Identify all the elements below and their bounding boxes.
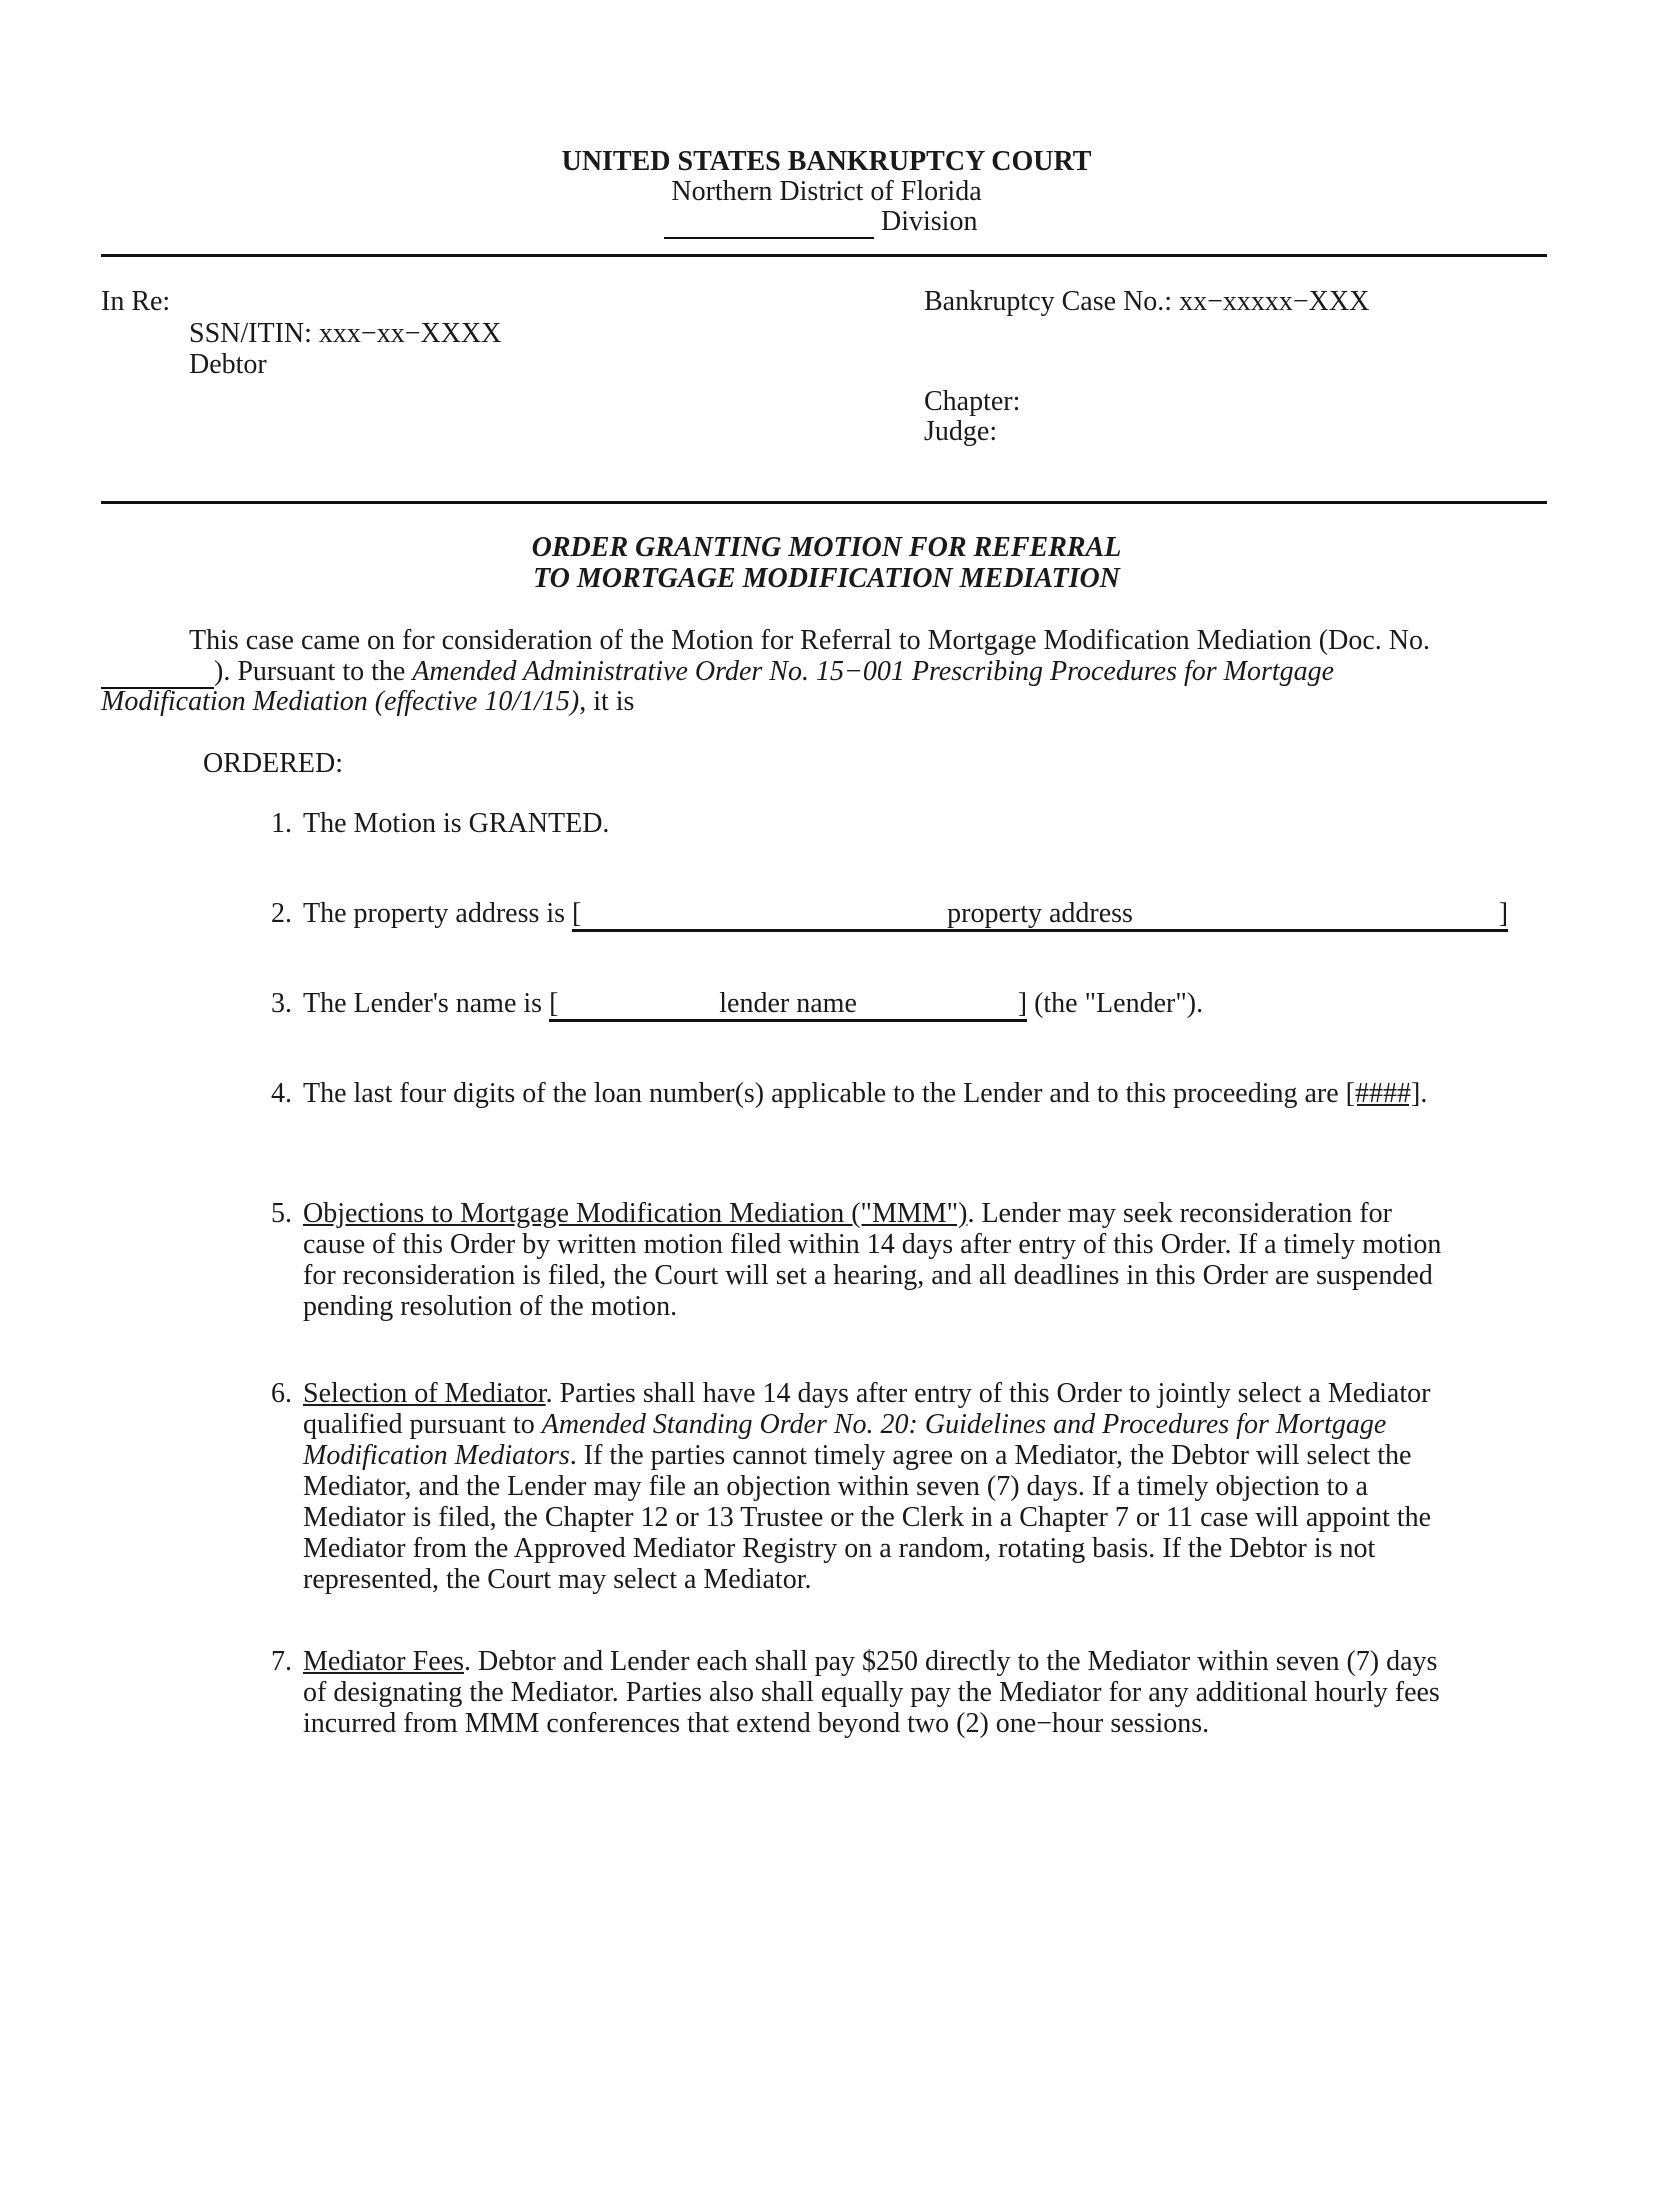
intro-line1: This case came on for consideration of the Motion for Referral to Mortgage Modification Mediation (Doc. No. [189, 625, 1430, 656]
division-line [664, 206, 977, 239]
item-6-heading: Selection of Mediator [303, 1378, 546, 1409]
in-re-label: In Re: [101, 286, 171, 317]
order-item-1: 1. The Motion is GRANTED. [271, 808, 610, 839]
caption-rule [101, 501, 1547, 504]
header-rule [101, 254, 1547, 257]
court-name: UNITED STATES BANKRUPTCY COURT [561, 146, 1092, 177]
division-blank [664, 206, 874, 239]
order-title-line2: TO MORTGAGE MODIFICATION MEDIATION [533, 563, 1120, 594]
district-name: Northern District of Florida [671, 176, 982, 207]
judge-label: Judge: [924, 416, 998, 447]
intro-line3: Modification Mediation (effective 10/1/15), it is [101, 686, 635, 717]
doc-no-blank [101, 656, 214, 689]
order-title-line1: ORDER GRANTING MOTION FOR REFERRAL [531, 532, 1122, 563]
intro-line2: ). Pursuant to the Amended Administrative Order No. 15−001 Prescribing Procedures for Mortgage [101, 656, 1334, 689]
lender-name-field: [ lender name ] [549, 988, 1027, 1022]
case-number: Bankruptcy Case No.: xx−xxxxx−XXX [924, 286, 1370, 317]
order-item-3: 3. The Lender's name is [ lender name ] (the "Lender"). [271, 988, 1561, 1022]
loan-digits-field: [####] [1345, 1078, 1421, 1109]
order-item-5: 5. Objections to Mortgage Modification Mediation ("MMM"). Lender may seek reconsideration for cause of this Order by written motion filed within 14 days after entry of this Order. If a timely motion for reconsideration is filed, the Court will set a hearing, and all deadlines in this Order are suspended pending resolution of the motion. [271, 1198, 1442, 1322]
debtor-label: Debtor [189, 349, 267, 380]
item-5-heading: Objections to Mortgage Modification Mediation ("MMM") [303, 1198, 968, 1229]
division-label: Division [881, 206, 978, 237]
property-address-field: [ property address ] [572, 898, 1508, 932]
order-item-7: 7. Mediator Fees. Debtor and Lender each shall pay $250 directly to the Mediator within seven (7) days of designating the Mediator. Parties also shall equally pay the Mediator for any additional hourly fees incurred from MMM conferences that extend beyond two (2) one−hour sessions. [271, 1646, 1440, 1739]
order-item-2: 2. The property address is [ property address ] [271, 898, 1561, 932]
ordered-label: ORDERED: [203, 748, 343, 779]
chapter-label: Chapter: [924, 386, 1021, 417]
item-7-heading: Mediator Fees [303, 1646, 464, 1677]
ssn-itin: SSN/ITIN: xxx−xx−XXXX [189, 318, 502, 349]
order-item-6: 6. Selection of Mediator. Parties shall have 14 days after entry of this Order to jointly select a Mediator qualified pursuant to Amended Standing Order No. 20: Guidelines and Procedures for Mortgage Modification Mediators. If the parties cannot timely agree on a Mediator, the Debtor will select the Mediator, and the Lender may file an objection within seven (7) days. If a timely objection to a Mediator is filed, the Chapter 12 or 13 Trustee or the Clerk in a Chapter 7 or 11 case will appoint the Mediator from the Approved Mediator Registry on a random, rotating basis. If the Debtor is not represented, the Court may select a Mediator. [271, 1378, 1432, 1595]
order-item-4: 4. The last four digits of the loan number(s) applicable to the Lender and to this proceeding are [####]. [271, 1078, 1428, 1109]
